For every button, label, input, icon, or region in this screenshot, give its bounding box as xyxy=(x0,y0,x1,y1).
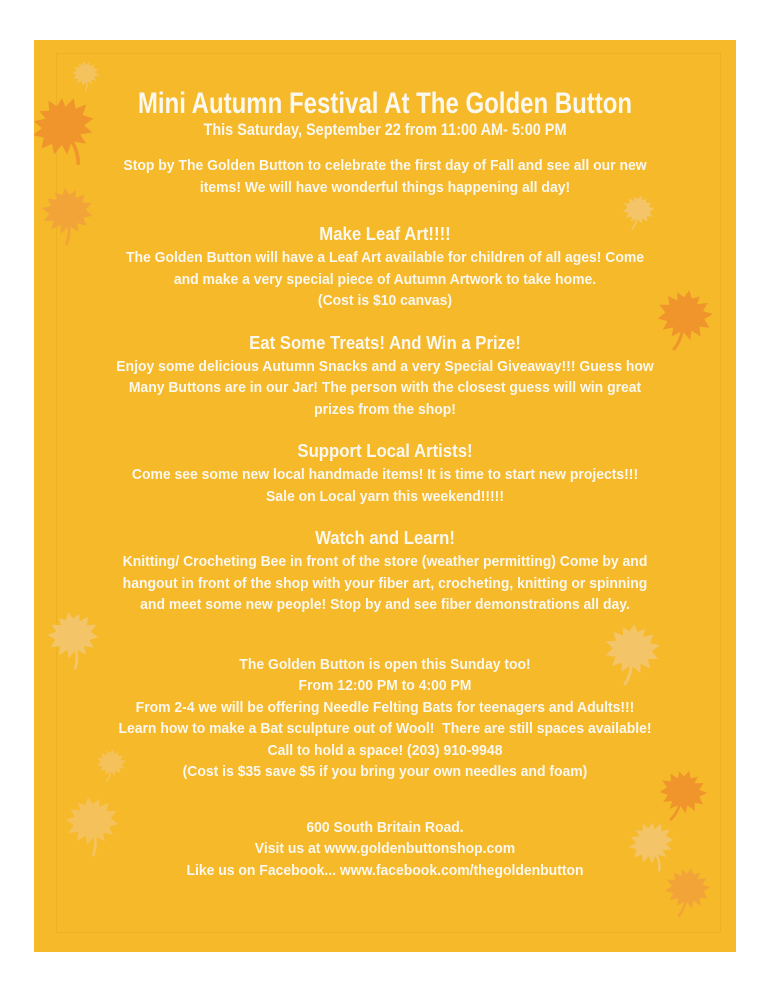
section-heading: Support Local Artists! xyxy=(297,441,473,461)
section-heading: Eat Some Treats! And Win a Prize! xyxy=(249,332,521,353)
sunday-line: Learn how to make a Bat sculpture out of Wool! There are still spaces available! xyxy=(118,720,652,737)
website-line: Visit us at www.goldenbuttonshop.com xyxy=(254,840,516,857)
flyer-page xyxy=(34,40,736,952)
intro-line: Stop by The Golden Button to celebrate the first day of Fall and see all our new xyxy=(123,157,647,174)
phone-line: Call to hold a space! (203) 910-9948 xyxy=(267,741,503,759)
section-heading: Make Leaf Art!!!! xyxy=(319,224,451,244)
section-body-line: hangout in front of the shop with your fiber art, crocheting, knitting or spinning xyxy=(122,574,648,592)
address-line: 600 South Britain Road. xyxy=(306,818,464,836)
section-body-line: prizes from the shop! xyxy=(314,400,456,418)
sunday-line: (Cost is $35 save $5 if you bring your own needles and foam) xyxy=(182,763,588,780)
section-body-line: Sale on Local yarn this weekend!!!!! xyxy=(266,487,504,505)
event-datetime: This Saturday, September 22 from 11:00 AM- 5:00 PM xyxy=(203,120,567,139)
intro-line: items! We will have wonderful things happening all day! xyxy=(199,178,571,196)
sunday-line: From 12:00 PM to 4:00 PM xyxy=(298,677,472,694)
footer xyxy=(34,817,736,882)
sunday-info xyxy=(34,654,736,783)
section-body-line: The Golden Button will have a Leaf Art available for children of all ages! Come xyxy=(125,249,645,266)
event-title: Mini Autumn Festival At The Golden Button xyxy=(137,87,633,120)
section-body-line: (Cost is $10 canvas) xyxy=(317,292,453,309)
section-body-line: and make a very special piece of Autumn Artwork to take home. xyxy=(173,270,597,288)
section-body-line: Knitting/ Crocheting Bee in front of the store (weather permitting) Come by and xyxy=(122,553,648,570)
section-body-line: and meet some new people! Stop by and see fiber demonstrations all day. xyxy=(140,596,630,613)
sunday-line: From 2-4 we will be offering Needle Felting Bats for teenagers and Adults!!! xyxy=(135,698,635,716)
sunday-line: The Golden Button is open this Sunday too! xyxy=(239,655,531,673)
section-body-line: Come see some new local handmade items! It is time to start new projects!!! xyxy=(131,466,639,483)
section-heading: Watch and Learn! xyxy=(315,528,455,548)
section-watch-and-learn xyxy=(34,527,736,616)
section-treats-prize xyxy=(34,332,736,421)
facebook-line: Like us on Facebook... www.facebook.com/thegoldenbutton xyxy=(186,861,584,879)
section-make-leaf-art xyxy=(34,223,736,312)
section-body-line: Many Buttons are in our Jar! The person with the closest guess will win great xyxy=(128,379,642,396)
section-body-line: Enjoy some delicious Autumn Snacks and a very Special Giveaway!!! Guess how xyxy=(116,357,654,375)
intro-paragraph xyxy=(34,155,736,198)
section-local-artists xyxy=(34,440,736,507)
